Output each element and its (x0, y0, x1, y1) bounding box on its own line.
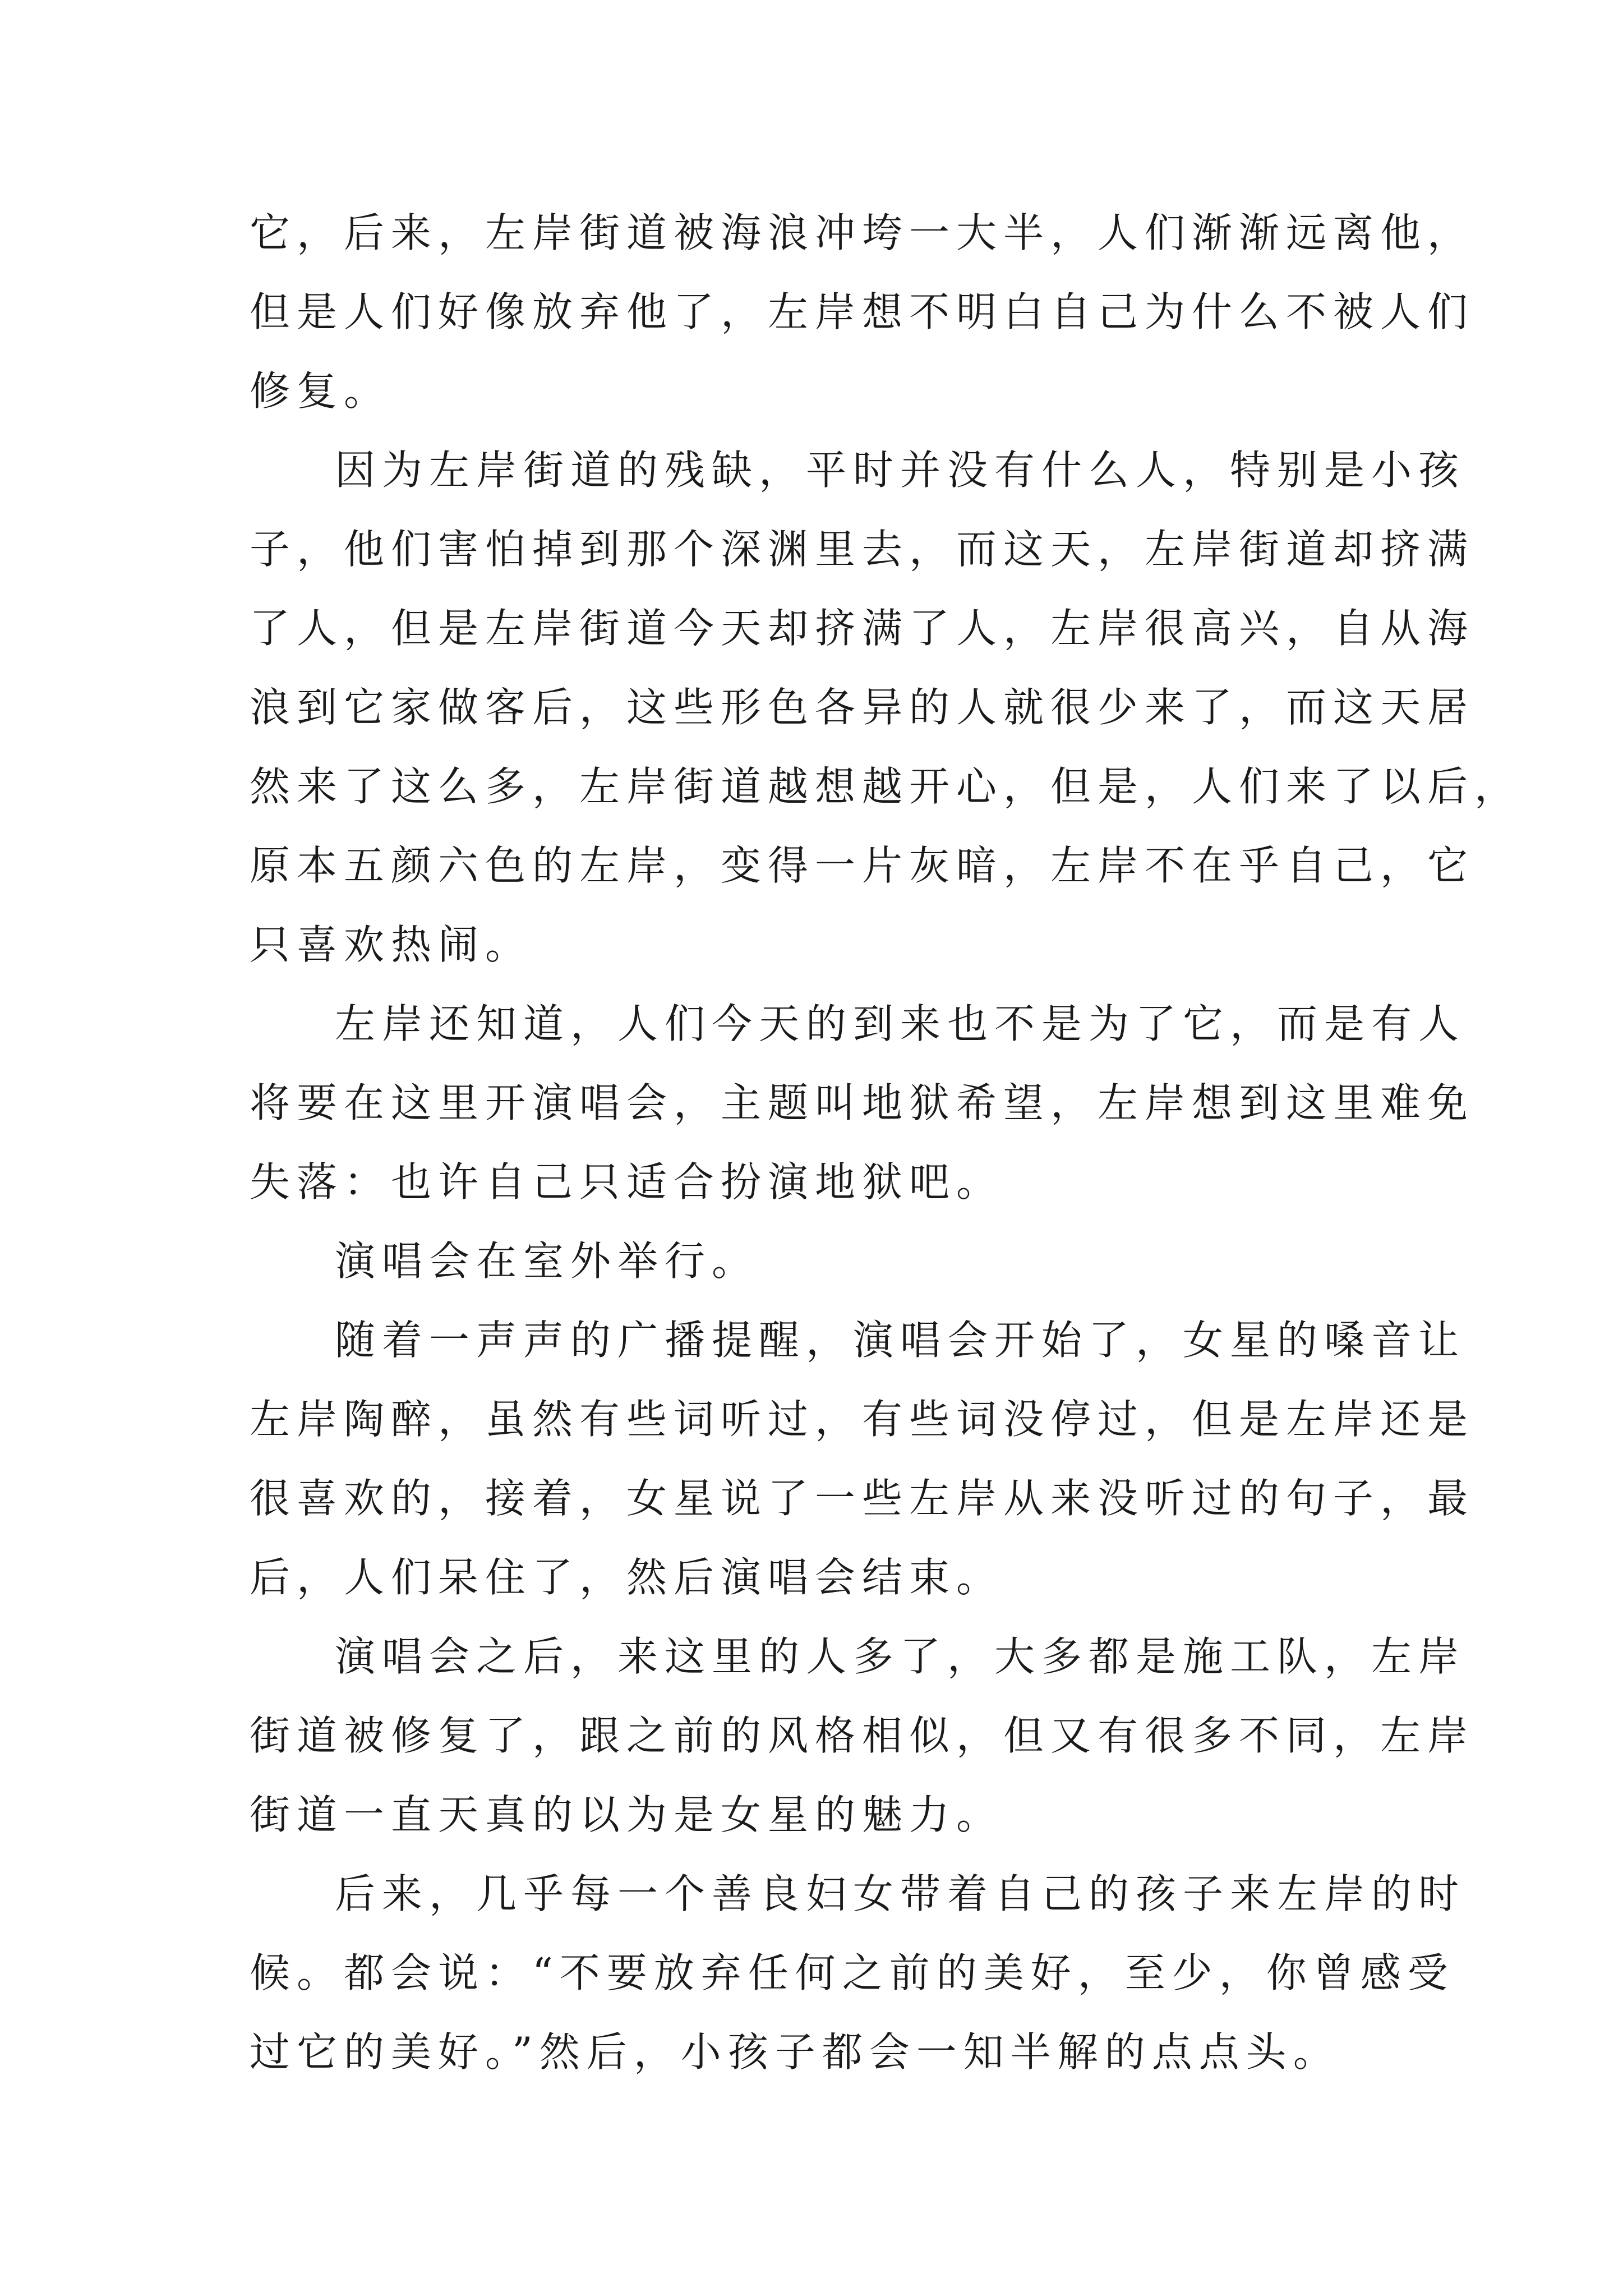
text-line: 演唱会在室外举行。 (335, 1237, 759, 1285)
text-line: 但是人们好像放弃他了，左岸想不明白自己为什么不被人们 (250, 288, 1475, 335)
text-line: 演唱会之后，来这里的人多了，大多都是施工队，左岸 (335, 1633, 1466, 1680)
paragraph (250, 431, 1522, 984)
text-line: 左岸陶醉，虽然有些词听过，有些词没停过，但是左岸还是 (250, 1396, 1475, 1443)
text-line: 浪到它家做客后，这些形色各异的人就很少来了，而这天居 (250, 684, 1475, 731)
text-line: 了人，但是左岸街道今天却挤满了人，左岸很高兴，自从海 (250, 605, 1475, 652)
text-line: 随着一声声的广播提醒，演唱会开始了，女星的嗓音让 (335, 1317, 1466, 1364)
text-line: 只喜欢热闹。 (250, 921, 533, 968)
text-line: 失落：也许自己只适合扮演地狱吧。 (250, 1158, 1004, 1205)
text-line: 子，他们害怕掉到那个深渊里去，而这天，左岸街道却挤满 (250, 526, 1475, 573)
text-line: 修复。 (250, 367, 391, 415)
paragraph (250, 1855, 1466, 2092)
text-line: 原本五颜六色的左岸，变得一片灰暗，左岸不在乎自己，它 (250, 842, 1475, 889)
paragraph (250, 1617, 1475, 1855)
text-line: 很喜欢的，接着，女星说了一些左岸从来没听过的句子，最 (250, 1475, 1475, 1522)
text-line: 左岸还知道，人们今天的到来也不是为了它，而是有人 (335, 1000, 1466, 1047)
text-line: 然来了这么多，左岸街道越想越开心，但是，人们来了以后， (250, 763, 1522, 810)
text-line: 因为左岸街道的残缺，平时并没有什么人，特别是小孩 (335, 447, 1466, 494)
text-line: 过它的美好。”然后，小孩子都会一知半解的点点头。 (250, 2028, 1340, 2076)
text-line: 它，后来，左岸街道被海浪冲垮一大半，人们渐渐远离他， (250, 209, 1475, 256)
paragraph (250, 1222, 1394, 1301)
paragraph (250, 984, 1475, 1222)
text-line: 街道一直天真的以为是女星的魅力。 (250, 1791, 1004, 1838)
text-line: 后，人们呆住了，然后演唱会结束。 (250, 1554, 1004, 1601)
text-line: 后来，几乎每一个善良妇女带着自己的孩子来左岸的时 (335, 1870, 1466, 1917)
text-line: 将要在这里开演唱会，主题叫地狱希望，左岸想到这里难免 (250, 1079, 1475, 1126)
text-line: 候。都会说：“不要放弃任何之前的美好，至少，你曾感受 (250, 1949, 1455, 1996)
body-text (250, 194, 1522, 2092)
text-line: 街道被修复了，跟之前的风格相似，但又有很多不同，左岸 (250, 1712, 1475, 1759)
paragraph (250, 1301, 1475, 1617)
paragraph (250, 194, 1475, 431)
